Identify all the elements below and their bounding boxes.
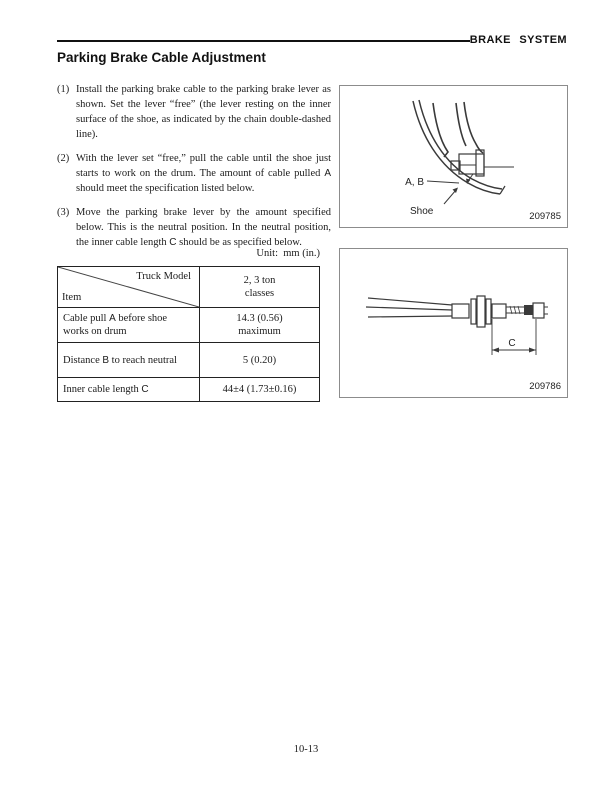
column-header-cell [200,267,320,308]
step-3 [57,205,331,250]
figure-cable-length [339,248,568,398]
row-label: Cable pull A before shoe works on drum [58,308,200,343]
column-header-line: 2, 3 ton [243,275,276,286]
step-2 [57,151,331,196]
unit-note: Unit: mm (in.) [256,248,320,259]
table-row [58,378,320,402]
corner-header-top: Truck Model [136,271,191,282]
step-number: (2) [57,153,70,164]
brake-shoe-illustration [340,86,567,227]
step-text: Move the parking brake lever by the amount specified below. This is the neutral position. In the neutral position, the inner cable length [76,207,331,248]
section-header: BRAKE SYSTEM [469,34,567,46]
table-row [58,343,320,378]
cable-illustration [340,249,567,397]
row-value: 14.3 (0.56) maximum [200,308,320,343]
column-header-line: classes [244,288,275,299]
designation-letter: C [169,237,177,248]
label-shoe: Shoe [410,206,434,217]
row-label: Inner cable length C [58,378,200,402]
label-c: C [508,338,516,349]
label-a-b: A, B [405,177,424,188]
diagonal-header-cell [58,267,200,308]
step-number: (3) [57,207,70,218]
row-label: Distance B to reach neutral [58,343,200,378]
step-text: should be as specified below. [176,237,302,248]
row-value: 5 (0.20) [200,343,320,378]
step-text: Install the parking brake cable to the parking brake lever as shown. Set the lever “free” (the lever resting on the inner surface of the shoe, as indicated by the chain double-dashed line). [76,84,331,140]
designation-letter: A [324,168,331,179]
row-value: 44±4 (1.73±0.16) [200,378,320,402]
page-title: Parking Brake Cable Adjustment [57,50,266,65]
figure-brake-shoe [339,85,568,228]
page-number: 10-13 [293,744,319,755]
step-text: should meet the specification listed below. [76,183,255,194]
step-number: (1) [57,84,70,95]
corner-header-bottom: Item [62,292,82,303]
designation-letter: A [109,313,116,324]
table-row [58,308,320,343]
step-text: With the lever set “free,” pull the cable until the shoe just starts to work on the drum. The amount of cable pulled [76,153,331,179]
figure-number: 209786 [529,381,561,392]
designation-letter: B [102,354,110,366]
spec-table [57,266,320,402]
header-rule [57,40,470,42]
designation-letter: C [141,384,149,395]
procedure-steps [57,82,331,259]
table-header-row [58,267,320,308]
step-1 [57,82,331,142]
figure-number: 209785 [529,211,561,222]
